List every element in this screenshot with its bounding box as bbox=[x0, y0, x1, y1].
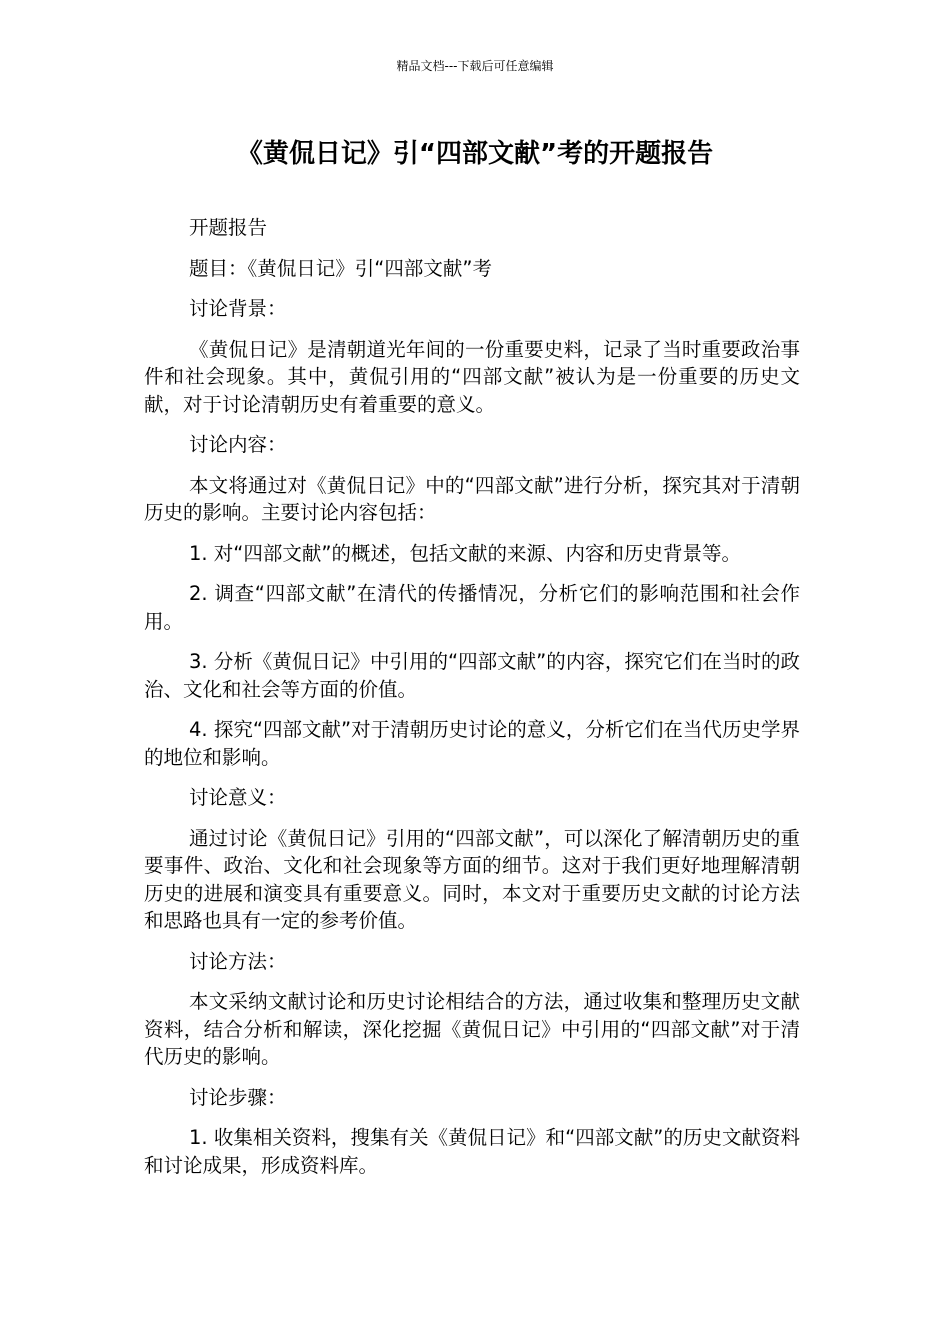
page-header: 精品文档---下载后可任意编辑 bbox=[396, 59, 554, 73]
heading-steps: 讨论步骤： bbox=[189, 1085, 287, 1109]
document-title: 《黄侃日记》引“四部文献”考的开题报告 bbox=[236, 139, 714, 169]
heading-background: 讨论背景： bbox=[189, 297, 287, 320]
document-body bbox=[144, 214, 800, 1192]
paragraph-content: 本文将通过对《黄侃日记》中的“四部文献”进行分析，探究其对于清朝历史的影响。主要讨论内容包括： bbox=[144, 473, 800, 524]
paragraph-significance: 通过讨论《黄侃日记》引用的“四部文献”，可以深化了解清朝历史的重要事件、政治、文化和社会现象等方面的细节。这对于我们更好地理解清朝历史的进展和演变具有重要意义。同时，本文对于重要历史文献的讨论方法和思路也具有一定的参考价值。 bbox=[144, 826, 800, 932]
list-item-content-3: 3. 分析《黄侃日记》中引用的“四部文献”的内容，探究它们在当时的政治、文化和社会等方面的价值。 bbox=[144, 650, 800, 701]
list-item-content-2: 2. 调查“四部文献”在清代的传播情况，分析它们的影响范围和社会作用。 bbox=[144, 582, 800, 633]
heading-significance: 讨论意义： bbox=[189, 786, 287, 809]
list-item-content-4: 4. 探究“四部文献”对于清朝历史讨论的意义，分析它们在当代历史学界的地位和影响。 bbox=[144, 718, 800, 769]
list-item-content-1: 1. 对“四部文献”的概述，包括文献的来源、内容和历史背景等。 bbox=[189, 541, 742, 565]
paragraph-background: 《黄侃日记》是清朝道光年间的一份重要史料，记录了当时重要政治事件和社会现象。其中，黄侃引用的“四部文献”被认为是一份重要的历史文献，对于讨论清朝历史有着重要的意义。 bbox=[144, 337, 800, 416]
heading-method: 讨论方法： bbox=[189, 949, 287, 973]
list-item-steps-1: 1. 收集相关资料，搜集有关《黄侃日记》和“四部文献”的历史文献资料和讨论成果，形成资料库。 bbox=[144, 1126, 800, 1177]
paragraph-report-label: 开题报告 bbox=[189, 216, 268, 239]
heading-content: 讨论内容： bbox=[189, 433, 287, 456]
paragraph-topic: 题目：《黄侃日记》引“四部文献”考 bbox=[189, 256, 492, 280]
paragraph-method: 本文采纳文献讨论和历史讨论相结合的方法，通过收集和整理历史文献资料，结合分析和解读，深化挖掘《黄侃日记》中引用的“四部文献”对于清代历史的影响。 bbox=[144, 990, 800, 1068]
